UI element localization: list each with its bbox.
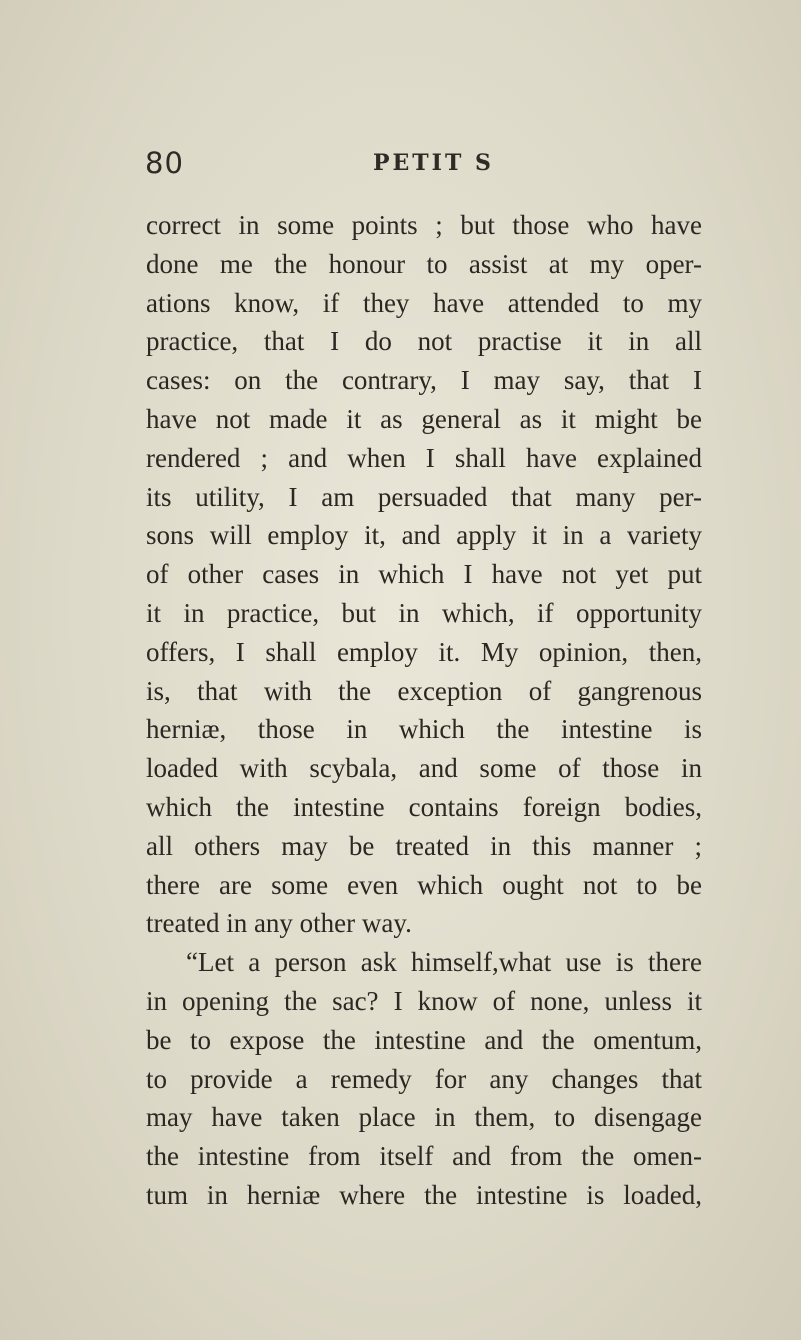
text-line: cases: on the contrary, I may say, that I (146, 365, 702, 396)
text-line: rendered ; and when I shall have explained (146, 442, 702, 473)
text-line: “Let a person ask himself,what use is there (186, 947, 702, 978)
text-line: have not made it as general as it might be (146, 403, 702, 434)
page-number: 80 (145, 146, 184, 180)
text-line: all others may be treated in this manner ; (146, 830, 702, 861)
text-line: be to expose the intestine and the omentum, (146, 1024, 702, 1055)
text-line: it in practice, but in which, if opportunity (146, 597, 702, 628)
text-line: there are some even which ought not to be (146, 869, 702, 900)
text-line: may have taken place in them, to disengage (146, 1102, 702, 1133)
text-line: offers, I shall employ it. My opinion, then, (146, 636, 702, 667)
text-line: in opening the sac? I know of none, unless it (146, 985, 702, 1016)
running-head: PETIT S (373, 150, 494, 176)
text-line: done me the honour to assist at my oper- (146, 248, 702, 279)
text-line: the intestine from itself and from the omen- (146, 1141, 702, 1172)
text-line: ations know, if they have attended to my (146, 287, 702, 318)
text-line: tum in herniæ where the intestine is loaded, (146, 1179, 702, 1210)
text-line: sons will employ it, and apply it in a variety (146, 520, 702, 551)
text-line: loaded with scybala, and some of those in (146, 753, 702, 784)
text-line: herniæ, those in which the intestine is (146, 714, 702, 745)
text-line: practice, that I do not practise it in all (146, 326, 702, 357)
text-line: its utility, I am persuaded that many per- (146, 481, 702, 512)
body-text (146, 206, 702, 1215)
text-line: of other cases in which I have not yet put (146, 559, 702, 590)
text-line: is, that with the exception of gangrenous (146, 675, 702, 706)
text-line: treated in any other way. (146, 908, 412, 939)
text-line: to provide a remedy for any changes that (146, 1063, 702, 1094)
text-line: which the intestine contains foreign bodies, (146, 791, 702, 822)
text-line: correct in some points ; but those who have (146, 210, 702, 240)
